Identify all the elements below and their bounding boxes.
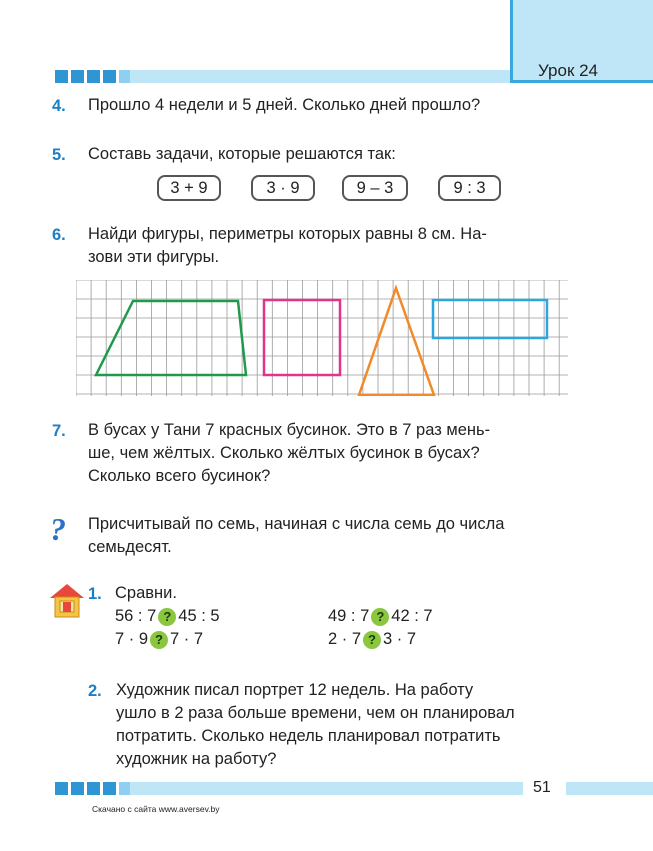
compare-row xyxy=(115,605,220,628)
task-5-text: Составь задачи, которые решаются так: xyxy=(88,145,396,163)
triangle-shape xyxy=(359,288,434,395)
green-question-mark: ? xyxy=(150,631,168,649)
compare-row xyxy=(328,628,416,651)
shapes-grid xyxy=(76,280,568,396)
compare-left-expr: 56 : 7 xyxy=(115,607,157,625)
source-note: Скачано с сайта www.aversev.by xyxy=(92,804,220,814)
compare-right-expr: 42 : 7 xyxy=(391,607,433,625)
page-number: 51 xyxy=(533,779,551,796)
text-line: Сколько всего бусинок? xyxy=(88,467,271,485)
expression-box: 9 : 3 xyxy=(438,175,501,201)
trapezoid-shape xyxy=(96,301,246,375)
task-6-text xyxy=(88,223,568,269)
text-line: Присчитывай по семь, начиная с числа семь до числа xyxy=(88,515,505,533)
task-5-number: 5. xyxy=(52,146,66,164)
text-line: Найди фигуры, периметры которых равны 8 см. На- xyxy=(88,225,487,243)
rectangle-shape xyxy=(433,300,547,338)
home-2-number: 2. xyxy=(88,682,102,700)
expression-box: 3 · 9 xyxy=(251,175,315,201)
compare-row xyxy=(115,628,203,651)
question-text xyxy=(88,513,568,559)
text-line: зови эти фигуры. xyxy=(88,248,220,266)
header-squares xyxy=(55,70,132,83)
home-1-number: 1. xyxy=(88,585,102,603)
text-line: семьдесят. xyxy=(88,538,172,556)
question-icon xyxy=(49,512,75,548)
text-line: художник на работу? xyxy=(116,750,277,768)
compare-left-expr: 7 · 9 xyxy=(115,630,149,648)
compare-left-expr: 2 · 7 xyxy=(328,630,362,648)
home-icon xyxy=(47,580,87,620)
header-bar xyxy=(130,70,510,83)
green-question-mark: ? xyxy=(363,631,381,649)
compare-right-expr: 7 · 7 xyxy=(170,630,204,648)
expression-box: 3 + 9 xyxy=(157,175,221,201)
home-2-text xyxy=(116,679,568,771)
text-line: ше, чем жёлтых. Сколько жёлтых бусинок в бусах? xyxy=(88,444,480,462)
task-4-text: Прошло 4 недели и 5 дней. Сколько дней прошло? xyxy=(88,96,481,114)
green-question-mark: ? xyxy=(158,608,176,626)
footer-bar-left xyxy=(130,782,523,795)
compare-left-expr: 49 : 7 xyxy=(328,607,370,625)
home-1-title: Сравни. xyxy=(115,584,177,602)
lesson-title: Урок 24 xyxy=(538,61,599,80)
task-4-number: 4. xyxy=(52,97,66,115)
footer-squares xyxy=(55,782,132,795)
text-line: Художник писал портрет 12 недель. На работу xyxy=(116,681,474,699)
text-line: потратить. Сколько недель планировал потратить xyxy=(116,727,501,745)
task-7-number: 7. xyxy=(52,422,66,440)
compare-right-expr: 3 · 7 xyxy=(383,630,417,648)
text-line: В бусах у Тани 7 красных бусинок. Это в 7 раз мень- xyxy=(88,421,491,439)
square-shape xyxy=(264,300,340,375)
expression-box: 9 – 3 xyxy=(342,175,408,201)
compare-row xyxy=(328,605,433,628)
text-line: ушло в 2 раза больше времени, чем он планировал xyxy=(116,704,515,722)
svg-text:?: ? xyxy=(50,512,66,547)
compare-right-expr: 45 : 5 xyxy=(178,607,220,625)
green-question-mark: ? xyxy=(371,608,389,626)
task-7-text xyxy=(88,419,568,488)
task-6-number: 6. xyxy=(52,226,66,244)
footer-bar-right xyxy=(566,782,653,795)
